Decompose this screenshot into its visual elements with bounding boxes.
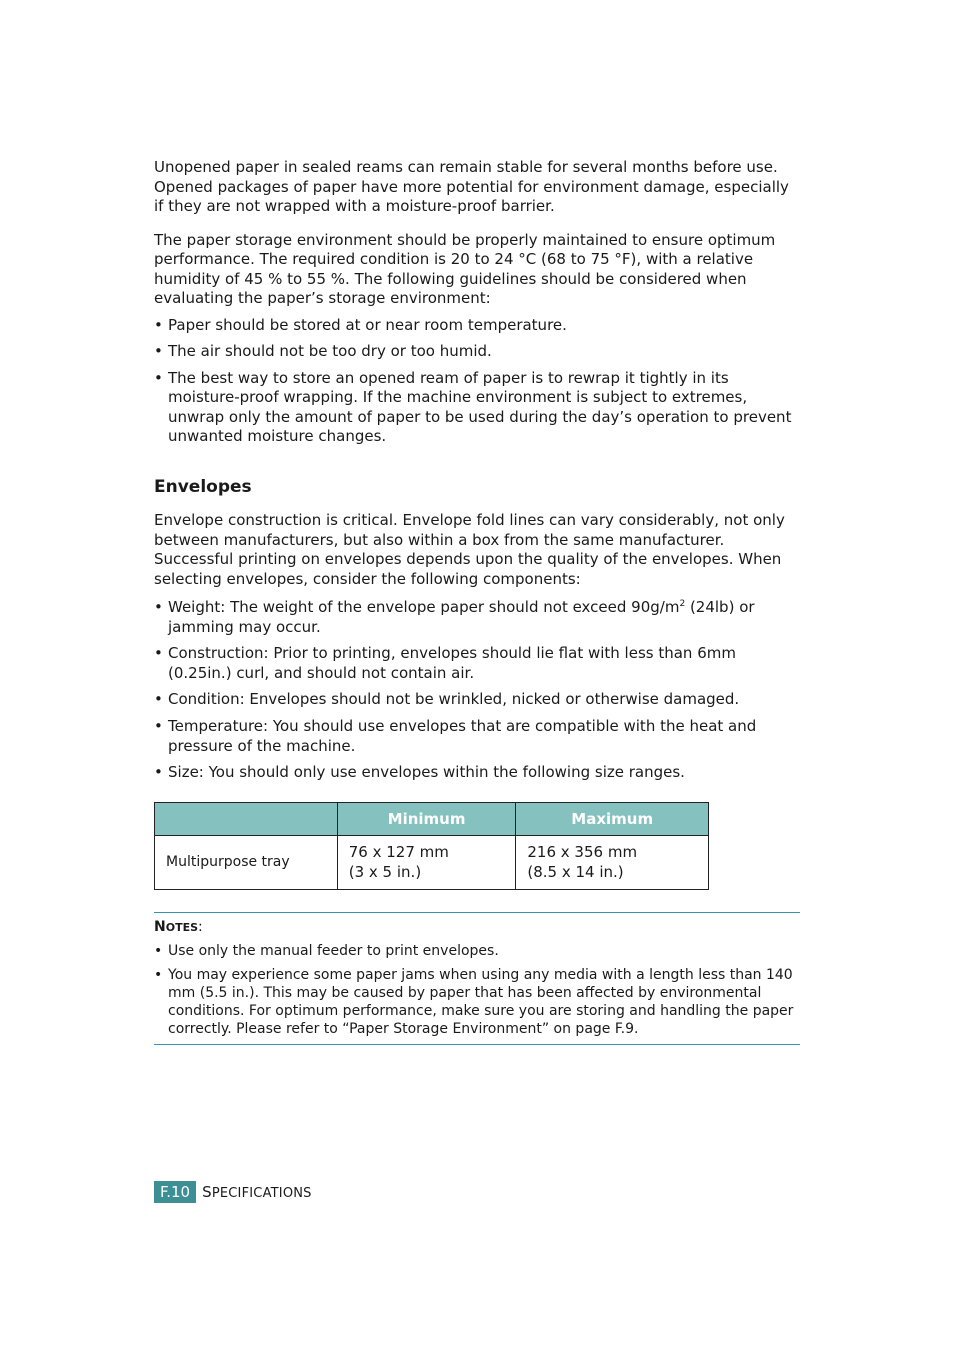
list-item: • You may experience some paper jams when using any media with a length less than 140 mm (5.5 in.). This may be caused by paper that has been affected by environmental conditions. For optimum performance, make sure you are storing and handling the paper correctly. Please refer to “Paper Storage Environment” on page F.9. bbox=[154, 966, 794, 1037]
list-item: • Paper should be stored at or near room temperature. bbox=[154, 315, 567, 334]
list-item: • The air should not be too dry or too humid. bbox=[154, 342, 492, 361]
bullet-icon: • bbox=[154, 598, 163, 617]
table-header-empty bbox=[155, 802, 338, 835]
table-cell-maximum: 216 x 356 mm (8.5 x 14 in.) bbox=[516, 835, 709, 889]
table-cell-tray: Multipurpose tray bbox=[155, 835, 338, 889]
storage-guidelines-list bbox=[154, 316, 800, 447]
table-header-maximum: Maximum bbox=[516, 802, 709, 835]
list-item: • Use only the manual feeder to print envelopes. bbox=[154, 942, 499, 959]
paragraph-unopened-paper: Unopened paper in sealed reams can remain stable for several months before use. Opened packages of paper have more potential for environment damage, especially if they are not wrapped with a moisture-proof barrier. bbox=[154, 158, 789, 215]
bullet-icon: • bbox=[154, 644, 163, 663]
bullet-icon: • bbox=[154, 966, 163, 983]
bullet-icon: • bbox=[154, 342, 163, 361]
bullet-icon: • bbox=[154, 942, 163, 959]
list-item: • Construction: Prior to printing, envelopes should lie flat with less than 6mm (0.25in.) curl, and should not contain air. bbox=[154, 644, 736, 682]
bullet-icon: • bbox=[154, 690, 163, 709]
paragraph-storage-environment: The paper storage environment should be properly maintained to ensure optimum performance. The required condition is 20 to 24 °C (68 to 75 °F), with a relative humidity of 45 % to 55 %. The following guidelines should be considered when evaluating the paper’s storage environment: bbox=[154, 230, 776, 307]
bullet-icon: • bbox=[154, 369, 163, 388]
list-item: • Condition: Envelopes should not be wrinkled, nicked or otherwise damaged. bbox=[154, 690, 740, 709]
page-content bbox=[154, 158, 800, 1045]
table-cell-minimum: 76 x 127 mm (3 x 5 in.) bbox=[337, 835, 516, 889]
notes-list bbox=[154, 942, 800, 1038]
envelope-components-list bbox=[154, 598, 800, 782]
table-row bbox=[155, 835, 709, 889]
table-header-row bbox=[155, 802, 709, 835]
list-item: • Temperature: You should use envelopes that are compatible with the heat and pressure of the machine. bbox=[154, 717, 757, 755]
notes-title: NOTES: bbox=[154, 918, 203, 935]
table-header-minimum: Minimum bbox=[337, 802, 516, 835]
notes-box bbox=[154, 912, 800, 1045]
bullet-icon: • bbox=[154, 763, 163, 782]
list-item: • Size: You should only use envelopes within the following size ranges. bbox=[154, 763, 685, 782]
envelopes-heading: Envelopes bbox=[154, 477, 252, 498]
bullet-icon: • bbox=[154, 315, 163, 334]
list-item: • Weight: The weight of the envelope paper should not exceed $90g/m^2$ (24lb) or jamming may occur. bbox=[154, 598, 755, 636]
envelope-size-table bbox=[154, 802, 709, 890]
page-footer bbox=[154, 1181, 312, 1203]
page-number-badge: F.10 bbox=[154, 1181, 196, 1203]
section-name: SPECIFICATIONS bbox=[202, 1183, 312, 1201]
envelopes-intro: Envelope construction is critical. Envelope fold lines can vary considerably, not only between manufacturers, but also within a box from the same manufacturer. Successful printing on envelopes depends upon the quality of the envelopes. When selecting envelopes, consider the following components: bbox=[154, 511, 785, 588]
list-item: • The best way to store an opened ream of paper is to rewrap it tightly in its moisture-proof wrapping. If the machine environment is subject to extremes, unwrap only the amount of paper to be used during the day’s operation to prevent unwanted moisture changes. bbox=[154, 369, 792, 445]
bullet-icon: • bbox=[154, 717, 163, 736]
